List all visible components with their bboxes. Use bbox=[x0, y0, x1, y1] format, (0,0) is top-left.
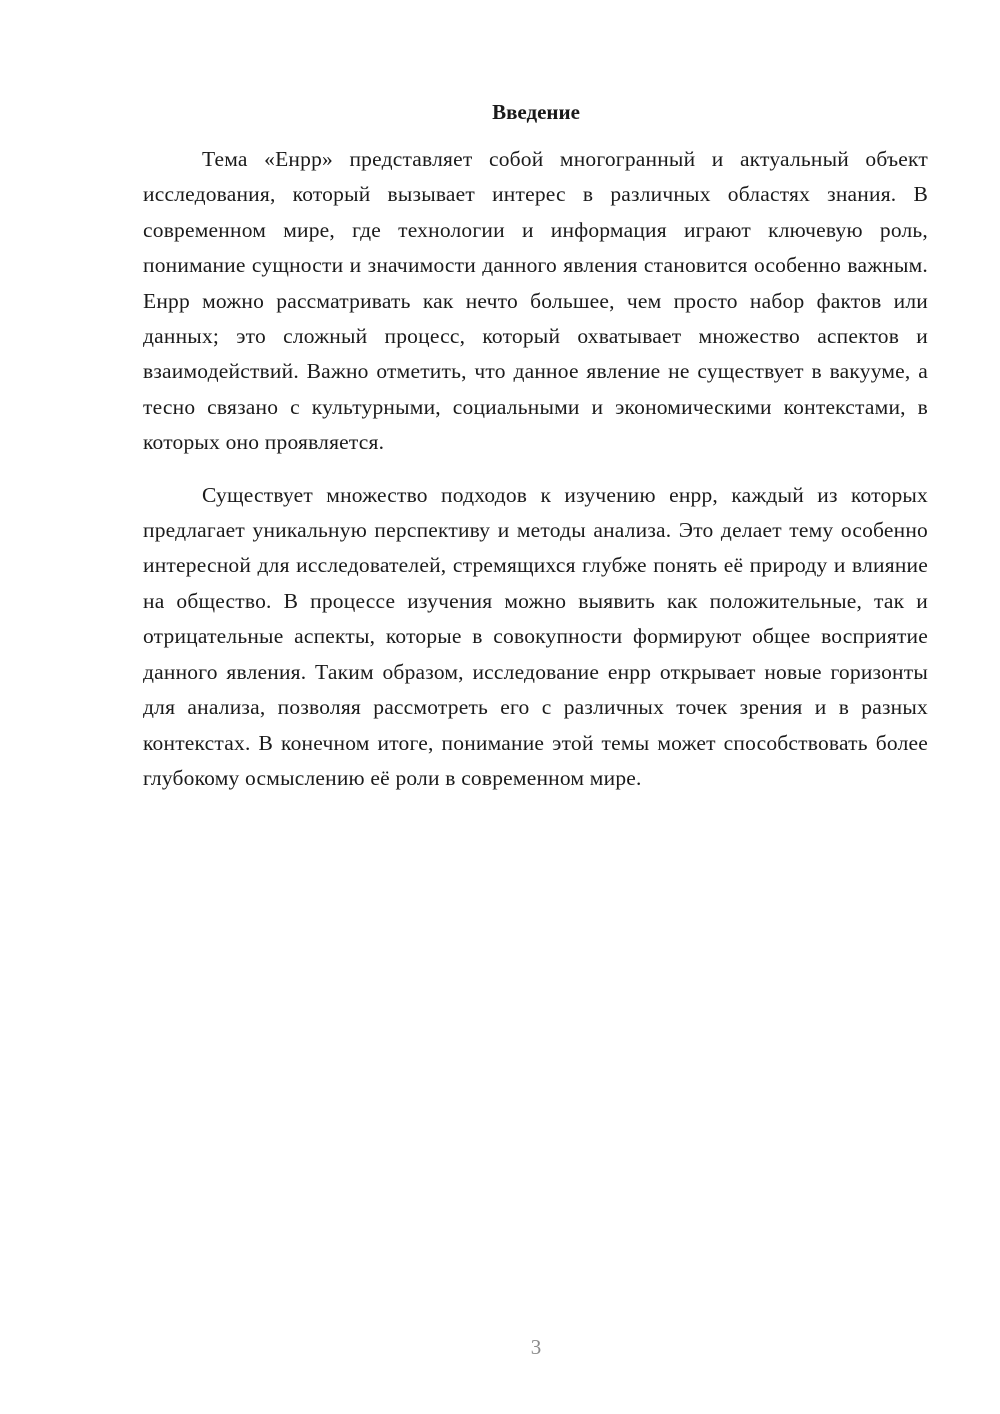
page-number: 3 bbox=[530, 1335, 542, 1359]
body-text bbox=[143, 142, 928, 796]
paragraph-2: Существует множество подходов к изучению енрр, каждый из которых предлагает уникальную перспективу и методы анализа. Это делает тему особенно интересной для исследователей, стремящихся глубже понять её природу и влияние на общество. В процессе изучения можно выявить как положительные, так и отрицательные аспекты, которые в совокупности формируют общее восприятие данного явления. Таким образом, исследование енрр открывает новые горизонты для анализа, позволяя рассмотреть его с различных точек зрения и в разных контекстах. В конечном итоге, понимание этой темы может способствовать более глубокому осмыслению её роли в современном мире. bbox=[143, 482, 928, 790]
paragraph-1: Тема «Енрр» представляет собой многогранный и актуальный объект исследования, который вызывает интерес в различных областях знания. В современном мире, где технологии и информация играют ключевую роль, понимание сущности и значимости данного явления становится особенно важным. Енрр можно рассматривать как нечто большее, чем просто набор фактов или данных; это сложный процесс, который охватывает множество аспектов и взаимодействий. Важно отметить, что данное явление не существует в вакууме, а тесно связано с культурными, социальными и экономическими контекстами, в которых оно проявляется. bbox=[143, 147, 928, 455]
section-heading: Введение bbox=[492, 100, 580, 124]
